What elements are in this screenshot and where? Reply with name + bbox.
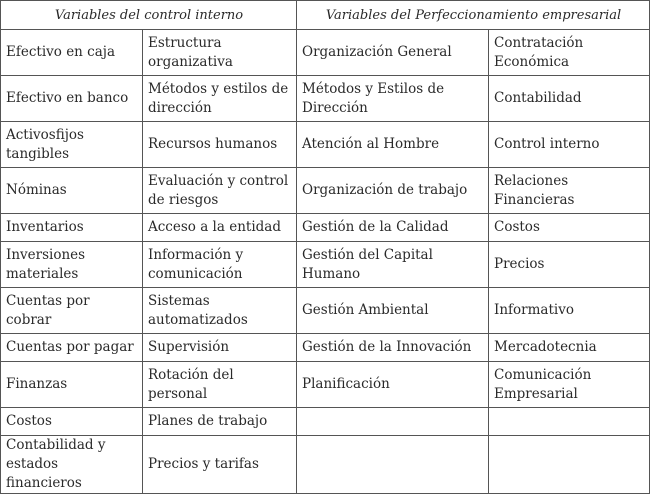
table-row — [1, 408, 650, 436]
table-cell-perfeccionamiento-var-b: Relaciones Financieras — [489, 168, 650, 214]
table-cell-control-var-b: Información y comunicación — [143, 242, 297, 288]
table-cell-perfeccionamiento-var-b — [489, 408, 650, 436]
table-row — [1, 214, 650, 242]
table-cell-control-var-a: Finanzas — [1, 362, 143, 408]
table-cell-control-var-b: Estructura organizativa — [143, 30, 297, 76]
table-cell-control-var-a: Nóminas — [1, 168, 143, 214]
table-cell-perfeccionamiento-var-b: Comunicación Empresarial — [489, 362, 650, 408]
table-row — [1, 30, 650, 76]
table-row — [1, 122, 650, 168]
table-cell-control-var-a: Inventarios — [1, 214, 143, 242]
table-cell-control-var-b: Supervisión — [143, 334, 297, 362]
table-cell-control-var-b: Métodos y estilos de dirección — [143, 76, 297, 122]
table-cell-control-var-b: Evaluación y control de riesgos — [143, 168, 297, 214]
table-cell-control-var-b: Recursos humanos — [143, 122, 297, 168]
table-cell-control-var-a: Inversiones materiales — [1, 242, 143, 288]
table-row — [1, 288, 650, 334]
table-cell-perfeccionamiento-var-b — [489, 436, 650, 494]
table-cell-control-var-a: Efectivo en caja — [1, 30, 143, 76]
table-row — [1, 334, 650, 362]
table-cell-perfeccionamiento-var-b: Control interno — [489, 122, 650, 168]
table-cell-perfeccionamiento-var-a: Organización General — [297, 30, 489, 76]
table-cell-control-var-b: Rotación del personal — [143, 362, 297, 408]
header-perfeccionamiento: Variables del Perfeccionamiento empresarial — [297, 1, 650, 30]
table-row — [1, 168, 650, 214]
table-cell-perfeccionamiento-var-b: Contratación Económica — [489, 30, 650, 76]
table-cell-control-var-a: Efectivo en banco — [1, 76, 143, 122]
table-cell-perfeccionamiento-var-b: Precios — [489, 242, 650, 288]
header-control-interno: Variables del control interno — [1, 1, 297, 30]
table-cell-perfeccionamiento-var-a: Organización de trabajo — [297, 168, 489, 214]
table-cell-perfeccionamiento-var-b: Contabilidad — [489, 76, 650, 122]
table-cell-control-var-a: Cuentas por pagar — [1, 334, 143, 362]
table-cell-perfeccionamiento-var-a: Atención al Hombre — [297, 122, 489, 168]
table-cell-perfeccionamiento-var-a: Métodos y Estilos de Dirección — [297, 76, 489, 122]
table-cell-perfeccionamiento-var-a — [297, 436, 489, 494]
header-row — [1, 1, 650, 30]
table-cell-perfeccionamiento-var-a: Gestión de la Innovación — [297, 334, 489, 362]
table-row — [1, 362, 650, 408]
table-cell-perfeccionamiento-var-a: Gestión Ambiental — [297, 288, 489, 334]
table-cell-perfeccionamiento-var-a — [297, 408, 489, 436]
table-row — [1, 242, 650, 288]
table-cell-perfeccionamiento-var-a: Planificación — [297, 362, 489, 408]
table-cell-perfeccionamiento-var-b: Costos — [489, 214, 650, 242]
table-cell-control-var-a: Cuentas por cobrar — [1, 288, 143, 334]
table-cell-control-var-b: Planes de trabajo — [143, 408, 297, 436]
table-cell-control-var-a: Contabilidad y estados financieros — [1, 436, 143, 494]
table-row — [1, 436, 650, 494]
table-cell-control-var-b: Precios y tarifas — [143, 436, 297, 494]
table-cell-perfeccionamiento-var-a: Gestión de la Calidad — [297, 214, 489, 242]
table-cell-control-var-b: Acceso a la entidad — [143, 214, 297, 242]
table-cell-perfeccionamiento-var-a: Gestión del Capital Humano — [297, 242, 489, 288]
table-cell-perfeccionamiento-var-b: Informativo — [489, 288, 650, 334]
table-cell-control-var-a: Activosfijos tangibles — [1, 122, 143, 168]
table-cell-control-var-a: Costos — [1, 408, 143, 436]
table-cell-control-var-b: Sistemas automatizados — [143, 288, 297, 334]
table-row — [1, 76, 650, 122]
table-cell-perfeccionamiento-var-b: Mercadotecnia — [489, 334, 650, 362]
